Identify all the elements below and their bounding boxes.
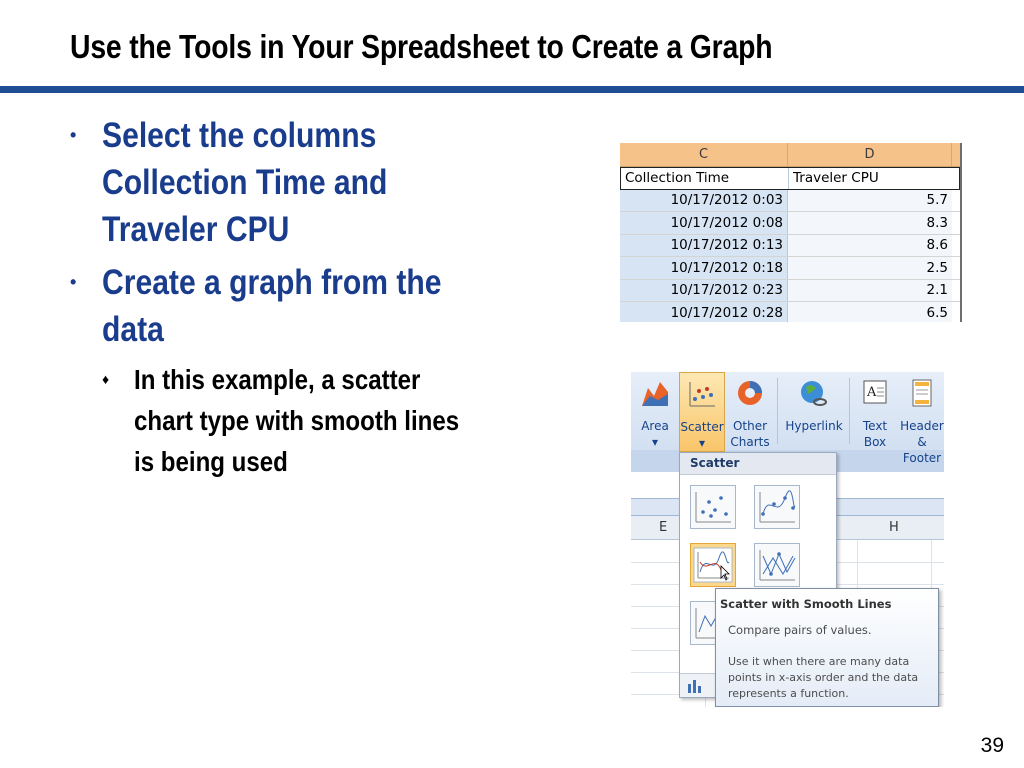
slide-title: Use the Tools in Your Spreadsheet to Create a Graph <box>70 28 773 65</box>
hyperlink-label: Hyperlink <box>785 419 843 433</box>
scatter-label: Scatter <box>680 420 724 434</box>
table-row <box>620 257 960 280</box>
scatter-smooth-lines-tooltip <box>715 588 939 707</box>
cell[interactable]: 10/17/2012 0:13 <box>620 235 788 257</box>
doughnut-chart-icon <box>735 378 765 408</box>
cell[interactable]: 10/17/2012 0:18 <box>620 257 788 279</box>
area-label: Area <box>641 419 669 433</box>
column-header-c[interactable]: C <box>620 143 788 166</box>
table-row <box>620 302 960 322</box>
column-header-d[interactable]: D <box>788 143 952 166</box>
scatter-smooth-markers-option[interactable] <box>754 485 800 529</box>
cell[interactable]: 10/17/2012 0:23 <box>620 280 788 302</box>
bullet-list <box>68 112 498 482</box>
cell[interactable]: Collection Time <box>621 168 789 189</box>
header-footer-button[interactable] <box>897 372 944 465</box>
table-row <box>620 190 960 213</box>
other-label: Other <box>732 419 768 433</box>
scatter-chart-icon <box>687 379 717 409</box>
text-label: Text <box>862 419 888 433</box>
ribbon-separator <box>849 378 850 444</box>
scatter-smooth-markers-icon <box>755 486 799 528</box>
column-headers <box>620 143 960 167</box>
diamond-bullet-icon: ♦ <box>102 371 110 387</box>
bullet-dot-icon: • <box>70 125 77 145</box>
table-row <box>620 280 960 303</box>
scatter-smooth-lines-icon <box>691 544 735 586</box>
table-header-row <box>620 167 960 190</box>
area-chart-button[interactable] <box>633 372 677 452</box>
bullet-item <box>68 259 498 353</box>
footer-label: & Footer <box>902 435 942 465</box>
bullet-text: Select the columns Collection Time and Traveler CPU <box>102 116 388 249</box>
area-chart-icon <box>640 378 670 408</box>
bullet-text: Create a graph from the data <box>102 263 442 349</box>
text-box-button[interactable] <box>855 372 895 452</box>
tooltip-title: Scatter with Smooth Lines <box>720 597 892 611</box>
ribbon-separator <box>777 378 778 444</box>
cell[interactable]: Traveler CPU <box>789 168 953 189</box>
dropdown-arrow-icon: ▾ <box>651 435 659 449</box>
title-rule <box>0 86 1024 93</box>
charts-label: Charts <box>730 435 770 449</box>
table-row <box>620 235 960 258</box>
scatter-markers-icon <box>691 486 735 528</box>
sub-bullet-item <box>68 359 498 482</box>
cell[interactable]: 2.5 <box>788 257 952 279</box>
cell[interactable]: 8.3 <box>788 212 952 234</box>
dropdown-title: Scatter <box>680 453 836 475</box>
table-row <box>620 212 960 235</box>
scatter-smooth-lines-option[interactable] <box>690 543 736 587</box>
header-footer-icon <box>908 378 936 408</box>
dropdown-arrow-icon: ▾ <box>698 436 706 450</box>
cell[interactable]: 10/17/2012 0:08 <box>620 212 788 234</box>
hyperlink-button[interactable] <box>783 372 845 452</box>
column-header-h[interactable]: H <box>889 520 899 535</box>
ribbon-screenshot <box>631 372 944 707</box>
text-box-icon <box>861 378 889 406</box>
cell[interactable]: 10/17/2012 0:03 <box>620 190 788 212</box>
spreadsheet-screenshot <box>620 143 962 322</box>
cell[interactable]: 2.1 <box>788 280 952 302</box>
tooltip-line-1: Compare pairs of values. <box>728 623 872 637</box>
globe-link-icon <box>798 378 830 410</box>
bar-chart-icon <box>686 678 704 694</box>
bullet-item <box>68 112 498 253</box>
scatter-markers-option[interactable] <box>690 485 736 529</box>
slide-number: 39 <box>980 734 1004 757</box>
other-charts-button[interactable] <box>727 372 773 452</box>
svg-text:A: A <box>867 385 877 400</box>
sub-bullet-text: In this example, a scatter chart type with smooth lines is being used <box>134 364 460 477</box>
tooltip-line-2: Use it when there are many data points in x-axis order and the data represents a function. <box>728 655 919 700</box>
cell[interactable]: 8.6 <box>788 235 952 257</box>
column-header-e[interactable]: E <box>659 520 668 535</box>
cell[interactable]: 5.7 <box>788 190 952 212</box>
box-label: Box <box>863 435 887 449</box>
header-label: Header <box>900 419 944 433</box>
cell[interactable]: 10/17/2012 0:28 <box>620 302 788 322</box>
scatter-straight-markers-icon <box>755 544 799 586</box>
cell[interactable]: 6.5 <box>788 302 952 322</box>
scatter-straight-markers-option[interactable] <box>754 543 800 587</box>
bullet-dot-icon: • <box>70 272 77 292</box>
scatter-chart-button[interactable] <box>679 372 725 452</box>
